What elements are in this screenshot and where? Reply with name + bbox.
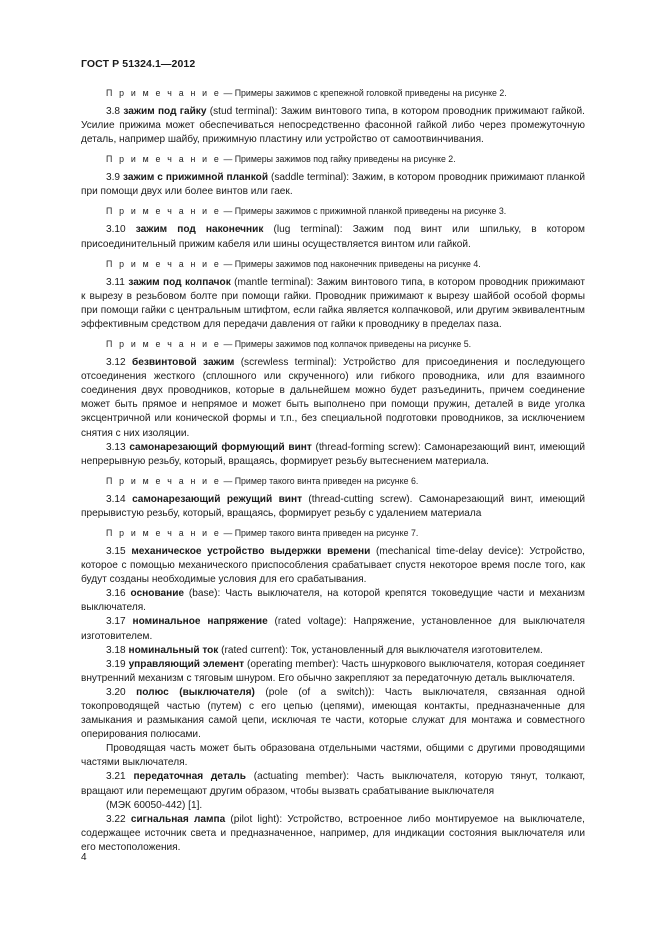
term-3-18: 3.18 номинальный ток (rated current): Ток, установленный для выключателя изготовителем. [106, 644, 543, 656]
note-label: П р и м е ч а н и е [106, 88, 222, 98]
term-3-12: 3.12 безвинтовой зажим (screwless terminal): Устройство для присоединения и последующего отсоединения жесткого (сплошного или скрученного) или гибкого проводника, или для взаимного соединения двух проводников, которые в дальнейшем можно будет разъединить, причем соединение может быть прямое и непрямое и может быть выполнено при помощи пружин, деталей в виде уголка эксцентричной или конической формы и т.п., без специальной подготовки проводников, за исключением снятия с них изоляции. [81, 357, 586, 439]
term-3-13: 3.13 самонарезающий формующий винт (thread-forming screw): Самонарезающий винт, имеющий непрерывную резьбу, который, вращаясь, формирует резьбу вытеснением материала. [81, 441, 585, 467]
term-3-15: 3.15 механическое устройство выдержки времени (mechanical time-delay device): Устройство, которое с помощью механического приспособления срабатывает спустя некоторое время после того, как будут созданы необходимые условия для его срабатывания. [81, 545, 585, 586]
note-3-10: П р и м е ч а н и е — Примеры зажимов под наконечник приведены на рисунке 4. [106, 258, 481, 269]
term-3-9: 3.9 зажим с прижимной планкой (saddle terminal): Зажим, в котором проводник прижимают планкой при помощи двух или более винтов или гаек. [81, 172, 585, 198]
term-3-20: 3.20 полюс (выключателя) (pole (of a switch)): Часть выключателя, связанная одной токопроводящей частью (путем) с его цепью (цепями), имеющая контакты, предназначенные для замыкания и размыкания самой цепи, исключая те части, которые служат для монтажа и совместного оперирования полюсами. [81, 686, 586, 741]
term-3-11: 3.11 зажим под колпачок (mantle terminal): Зажим винтового типа, в котором проводник прижимают к вырезу в резьбовом болте при помощи гайки. Проводник прижимают к вырезу шайбой особой формы при помощи гайки с центральным штифтом, если гайка является колпачковой, или другим эквивалентным эффективным средством для передачи давления от гайки к проводнику в пределах паза. [81, 276, 585, 330]
term-3-14: 3.14 самонарезающий режущий винт (thread-cutting screw). Самонарезающий винт, имеющий прерывистую резьбу, который, вращаясь, формирует резьбу с удалением материала [81, 493, 585, 519]
term-title: номинальное напряжение [132, 616, 268, 628]
note-3-11: П р и м е ч а н и е — Примеры зажимов под колпачок приведены на рисунке 5. [106, 339, 472, 350]
note-3-14: П р и м е ч а н и е — Пример такого винта приведен на рисунке 7. [106, 527, 419, 538]
term-3-20-continuation: Проводящая часть может быть образована отдельными частями, общими с другими проводящими частями выключателя. [81, 743, 585, 769]
term-title: безвинтовой зажим [131, 357, 235, 369]
term-title: зажим с прижимной планкой [123, 172, 269, 184]
term-title: сигнальная лампа [130, 813, 226, 825]
term-title: механическое устройство выдержки времени [131, 545, 371, 557]
term-title: передаточная деталь [133, 771, 246, 783]
term-3-22: 3.22 сигнальная лампа (pilot light): Устройство, встроенное либо монтируемое на выключателе, содержащее источник света и предназначенное, например, для индикации состояния выключателя или его местоположения. [81, 813, 585, 853]
term-title: управляющий элемент [128, 658, 245, 670]
standard-code: ГОСТ Р 51324.1—2012 [81, 58, 196, 70]
term-title: зажим под гайку [123, 106, 207, 117]
term-title: самонарезающий формующий винт [129, 441, 312, 453]
term-3-8: 3.8 зажим под гайку (stud terminal): Зажим винтового типа, в котором проводник прижимают гайкой. Усилие прижима может обеспечиваться непосредственно фасонной гайкой либо через промежуточную деталь, например шайбу, прижимную пластину или устройство от самоотвинчивания. [81, 106, 585, 146]
note-3-9: П р и м е ч а н и е — Примеры зажимов с прижимной планкой приведены на рисунке 3. [106, 206, 507, 217]
reference-3-21: (МЭК 60050-442) [1]. [106, 799, 203, 811]
page-number: 4 [81, 852, 87, 863]
term-title: самонарезающий режущий винт [132, 493, 303, 505]
document-body [81, 87, 585, 855]
term-3-17: 3.17 номинальное напряжение (rated voltage): Напряжение, установленное для выключателя изготовителем. [81, 616, 586, 642]
term-3-16: 3.16 основание (base): Часть выключателя, на которой крепятся токоведущие части и механизм выключателя. [81, 588, 585, 614]
term-title: зажим под наконечник [135, 224, 264, 236]
term-title: основание [130, 588, 185, 600]
term-title: номинальный ток [128, 644, 219, 656]
note-3-8: П р и м е ч а н и е — Примеры зажимов под гайку приведены на рисунке 2. [106, 154, 456, 165]
note-3-7: П р и м е ч а н и е — Примеры зажимов с крепежной головкой приведены на рисунке 2. [106, 88, 507, 98]
term-title: полюс (выключателя) [136, 686, 255, 698]
term-3-10: 3.10 зажим под наконечник (lug terminal): Зажим под винт или шпильку, в котором присоединительный прижим кабеля или шины осуществляется винтом или гайкой. [81, 224, 585, 250]
term-3-19: 3.19 управляющий элемент (operating member): Часть шнуркового выключателя, которая соединяет внутренний механизм с тяговым шнуром. Его обычно закрепляют за передаточную деталь выключателя. [81, 658, 585, 684]
note-3-13: П р и м е ч а н и е — Пример такого винта приведен на рисунке 6. [106, 475, 419, 486]
term-title: зажим под колпачок [128, 276, 231, 288]
term-3-21: 3.21 передаточная деталь (actuating member): Часть выключателя, которую тянут, толкают, вращают или перемещают другим образом, чтобы вызвать срабатывание выключателя [81, 771, 585, 797]
